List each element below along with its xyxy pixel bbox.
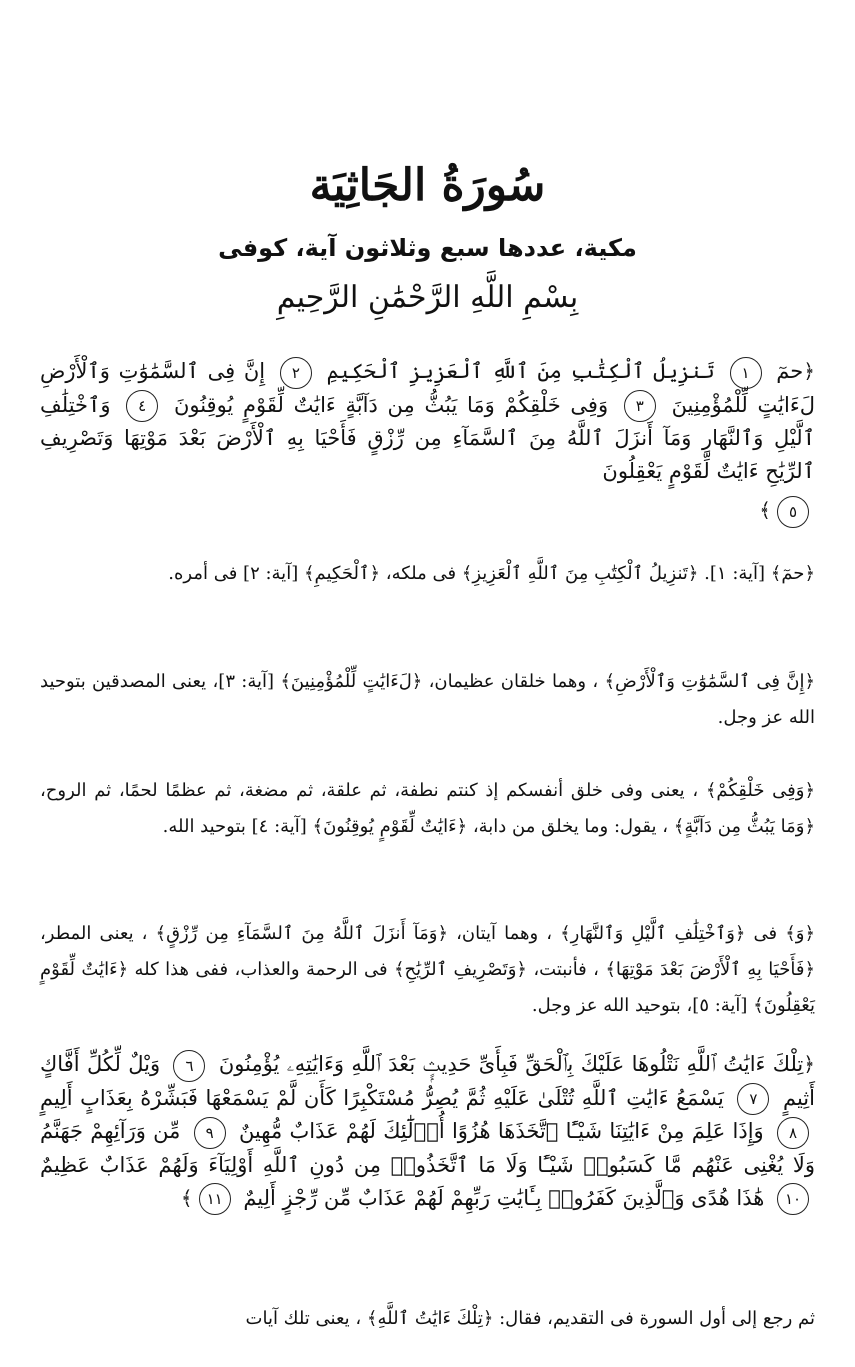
quran-verses-6-11: [40, 1048, 815, 1215]
ayah-marker-7: ٧: [737, 1083, 769, 1115]
tafsir-paragraph-4: ﴿وَ﴾ فى ﴿وَٱخْتِلَٰفِ ٱلَّيْلِ وَٱلنَّهَارِ﴾ ، وهما آيتان، ﴿وَمَآ أَنزَلَ ٱللَّهُ مِنَ ٱلسَّمَآءِ مِن رِّزْقٍ﴾ ، يعنى المطر، ﴿فَأَحْيَا بِهِ ٱلْأَرْضَ بَعْدَ مَوْتِهَا﴾ ، فأنبتت، ﴿وَتَصْرِيفِ ٱلرِّيَٰحِ﴾ فى الرحمة والعذاب، ففى هذا كله ﴿ءَايَٰتٌ لِّقَوْمٍ يَعْقِلُونَ﴾ [آية: ٥]، بتوحيد الله عز وجل.: [40, 923, 815, 1016]
ayah-marker-9: ٩: [194, 1117, 226, 1149]
verse-3: إِنَّ فِى ٱلسَّمَٰوَٰتِ وَٱلْأَرْضِ لَءَايَٰتٍ لِّلْمُؤْمِنِينَ: [40, 359, 815, 417]
tafsir-paragraph-2: ﴿إِنَّ فِى ٱلسَّمَٰوَٰتِ وَٱلْأَرْضِ﴾ ، وهما خلقان عظيمان، ﴿لَءَايَٰتٍ لِّلْمُؤْمِنِينَ﴾ [آية: ٣]، يعنى المصدقين بتوحيد الله عز وجل.: [40, 671, 815, 728]
basmala: بِسْمِ اللَّهِ الرَّحْمَٰنِ الرَّحِيمِ: [276, 280, 579, 315]
ayah-marker-5: ٥: [777, 496, 809, 528]
bracket-open: ﴿: [803, 359, 815, 383]
tafsir-paragraph-3: ﴿وَفِى خَلْقِكُمْ﴾ ، يعنى وفى خلق أنفسكم إذ كنتم نطفة، ثم علقة، ثم مضغة، ثم عظمًا لحمًا، ثم الروح، ﴿وَمَا يَبُثُّ مِن دَآبَّةٍ﴾ ، يقول: وما يخلق من دابة، ﴿ءَايَٰتٌ لِّقَوْمٍ يُوقِنُونَ﴾ [آية: ٤] بتوحيد الله.: [40, 780, 815, 837]
ayah-marker-3: ٣: [624, 390, 656, 422]
tafsir-paragraph-1: ﴿حمٓ﴾ [آية: ١]. ﴿تَنزِيلُ ٱلْكِتَٰبِ مِنَ ٱللَّهِ ٱلْعَزِيزِ﴾ فى ملكه، ﴿ٱلْحَكِيمِ﴾ [آية: ٢] فى أمره.: [168, 563, 815, 584]
verse-5-end: [40, 494, 815, 528]
verse-8: يَسْمَعُ ءَايَٰتِ ٱللَّهِ تُتْلَىٰ عَلَيْهِ ثُمَّ يُصِرُّ مُسْتَكْبِرًا كَأَن لَّمْ يَسْمَعْهَا فَبَشِّرْهُ بِعَذَابٍ أَلِيمٍ: [40, 1085, 724, 1110]
verse-4: وَفِى خَلْقِكُمْ وَمَا يَبُثُّ مِن دَآبَّةٍ ءَايَٰتٌ لِّقَوْمٍ يُوقِنُونَ: [173, 392, 609, 417]
surah-subtitle: مكية، عددها سبع وثلاثون آية، كوفى: [218, 234, 637, 262]
ayah-marker-8: ٨: [777, 1117, 809, 1149]
quran-verses-1-5: [40, 355, 815, 528]
verse-5: وَٱخْتِلَٰفِ ٱلَّيْلِ وَٱلنَّهَارِ وَمَآ أَنزَلَ ٱللَّهُ مِنَ ٱلسَّمَآءِ مِن رِّزْقٍ فَأَحْيَا بِهِ ٱلْأَرْضَ بَعْدَ مَوْتِهَا وَتَصْرِيفِ ٱلرِّيَٰحِ ءَايَٰتٌ لِّقَوْمٍ يَعْقِلُونَ: [40, 392, 815, 483]
ayah-marker-1: ١: [730, 357, 762, 389]
ayah-marker-11: ١١: [199, 1183, 231, 1215]
bracket-open-2: ﴿: [803, 1052, 815, 1076]
verse-2: تَنزِيلُ ٱلْكِتَٰبِ مِنَ ٱللَّهِ ٱلْعَزِيزِ ٱلْحَكِيمِ: [326, 359, 715, 383]
verse-7: وَيْلٌ لِّكُلِّ أَفَّاكٍ أَثِيمٍ: [40, 1052, 815, 1110]
ayah-marker-6: ٦: [173, 1050, 205, 1082]
verse-10: مِّن وَرَآئِهِمْ جَهَنَّمُ وَلَا يُغْنِى عَنْهُم مَّا كَسَبُوا۟ شَيْـًٔا وَلَا مَا ٱتَّخَذُوا۟ مِن دُونِ ٱللَّهِ أَوْلِيَآءَ وَلَهُمْ عَذَابٌ عَظِيمٌ: [40, 1119, 815, 1177]
verse-6: تِلْكَ ءَايَٰتُ ٱللَّهِ نَتْلُوهَا عَلَيْكَ بِٱلْحَقِّ فَبِأَىِّ حَدِيثٍۭ بَعْدَ ٱللَّهِ وَءَايَٰتِهِۦ يُؤْمِنُونَ: [218, 1052, 804, 1076]
ayah-marker-2: ٢: [280, 357, 312, 389]
verse-1: حمٓ: [776, 359, 804, 383]
verse-11: هَٰذَا هُدًى وَٱلَّذِينَ كَفَرُوا۟ بِـَٔايَٰتِ رَبِّهِمْ لَهُمْ عَذَابٌ مِّن رِّجْزٍ أَلِيمٌ: [243, 1185, 765, 1210]
verse-9: وَإِذَا عَلِمَ مِنْ ءَايَٰتِنَا شَيْـًٔا ٱتَّخَذَهَا هُزُوًا أُو۟لَٰٓئِكَ لَهُمْ عَذَابٌ مُّهِينٌ: [238, 1119, 764, 1143]
surah-title: سُورَةُ الجَاثِيَة: [309, 160, 546, 211]
ayah-marker-10: ١٠: [777, 1183, 809, 1215]
bracket-close-2: ﴾: [180, 1185, 193, 1210]
ayah-marker-4: ٤: [126, 390, 158, 422]
bracket-close: ﴾: [759, 498, 771, 522]
tafsir-paragraph-5: ثم رجع إلى أول السورة فى التقديم، فقال: ﴿تِلْكَ ءَايَٰتُ ٱللَّهِ﴾ ، يعنى تلك آيات: [245, 1308, 815, 1329]
